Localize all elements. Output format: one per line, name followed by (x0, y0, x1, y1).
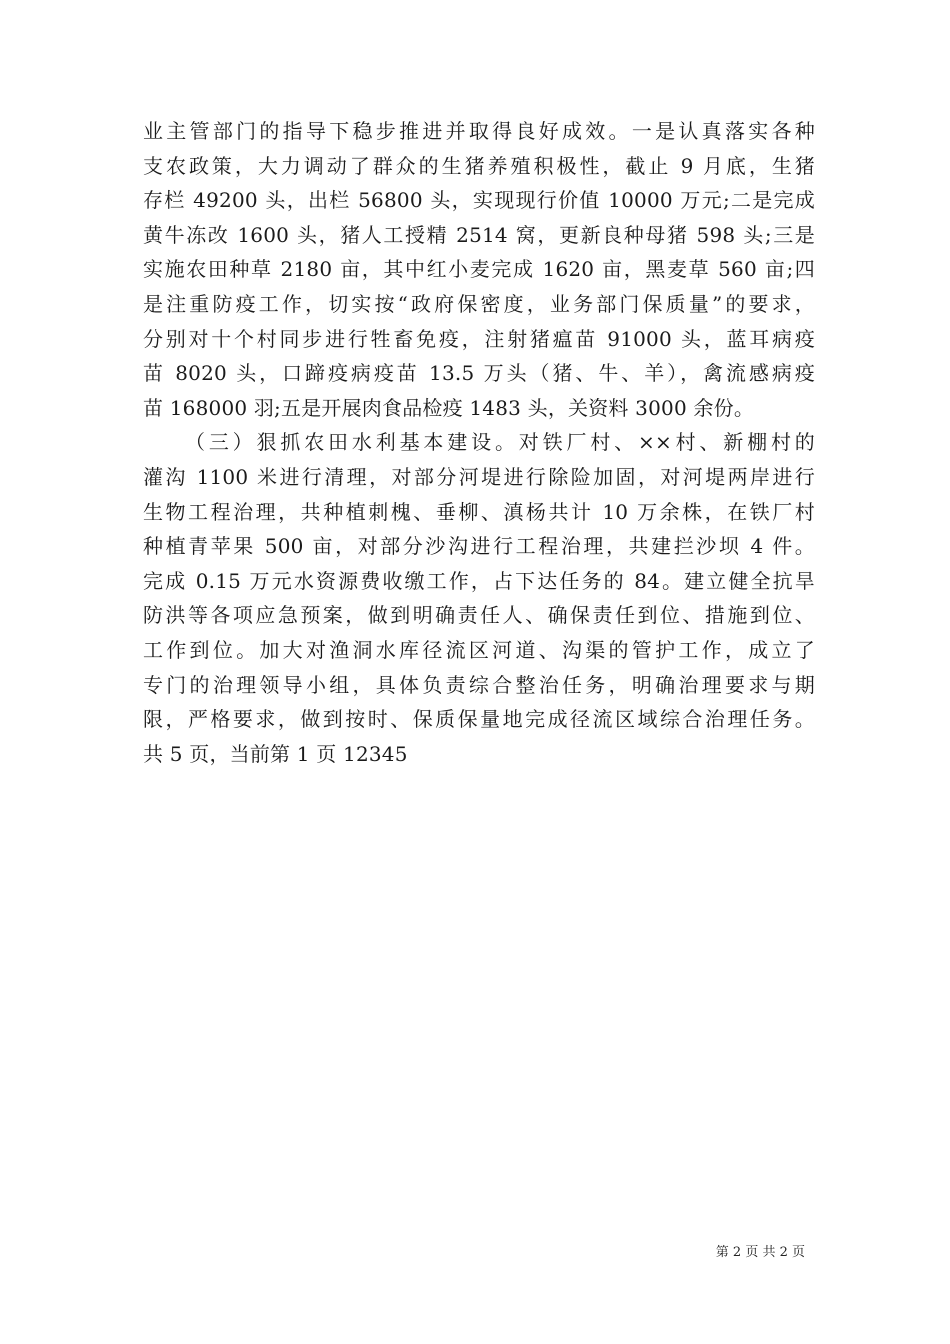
text-line: 苗 168000 羽;五是开展肉食品检疫 1483 头，关资料 3000 余份。 (143, 395, 755, 420)
paragraph-water-conservancy (143, 425, 815, 771)
text-line: 工作到位。加大对渔洞水库径流区河道、沟渠的管护工作，成立了 (143, 637, 815, 662)
text-line: 业主管部门的指导下稳步推进并取得良好成效。一是认真落实各种 (143, 119, 815, 143)
text-line: 限，严格要求，做到按时、保质保量地完成径流区域综合治理任务。 (143, 707, 815, 732)
document-body (143, 114, 815, 771)
text-line: 实施农田种草 2180 亩，其中红小麦完成 1620 亩，黑麦草 560 亩;四 (143, 257, 815, 282)
text-line: 存栏 49200 头，出栏 56800 头，实现现行价值 10000 万元;二是完成 (143, 188, 815, 213)
text-line: 灌沟 1100 米进行清理，对部分河堤进行除险加固，对河堤两岸进行 (143, 464, 815, 489)
text-line: （三）狠抓农田水利基本建设。对铁厂村、××村、新棚村的 (185, 430, 815, 455)
text-line: 支农政策，大力调动了群众的生猪养殖积极性，截止 9 月底，生猪 (143, 153, 815, 178)
text-line: 苗 8020 头，口蹄疫病疫苗 13.5 万头（猪、牛、羊），禽流感病疫 (143, 361, 815, 386)
text-line: 黄牛冻改 1600 头，猪人工授精 2514 窝，更新良种母猪 598 头;三是 (143, 222, 815, 247)
text-line: 生物工程治理，共种植刺槐、垂柳、滇杨共计 10 万余株，在铁厂村 (143, 499, 815, 524)
paragraph-livestock (143, 114, 815, 425)
text-line: 分别对十个村同步进行牲畜免疫，注射猪瘟苗 91000 头，蓝耳病疫 (143, 326, 815, 351)
page-footer: 第 2 页 共 2 页 (715, 1245, 805, 1260)
text-line: 是注重防疫工作，切实按“政府保密度，业务部门保质量”的要求， (143, 291, 815, 316)
text-line: 完成 0.15 万元水资源费收缴工作，占下达任务的 84。建立健全抗旱 (143, 568, 815, 593)
text-line: 种植青苹果 500 亩，对部分沙沟进行工程治理，共建拦沙坝 4 件。 (143, 534, 815, 559)
page-count-text: 共 5 页，当前第 1 页 12345 (143, 741, 408, 766)
text-line: 防洪等各项应急预案，做到明确责任人、确保责任到位、措施到位、 (143, 603, 815, 628)
text-line: 专门的治理领导小组，具体负责综合整治任务，明确治理要求与期 (143, 672, 815, 697)
